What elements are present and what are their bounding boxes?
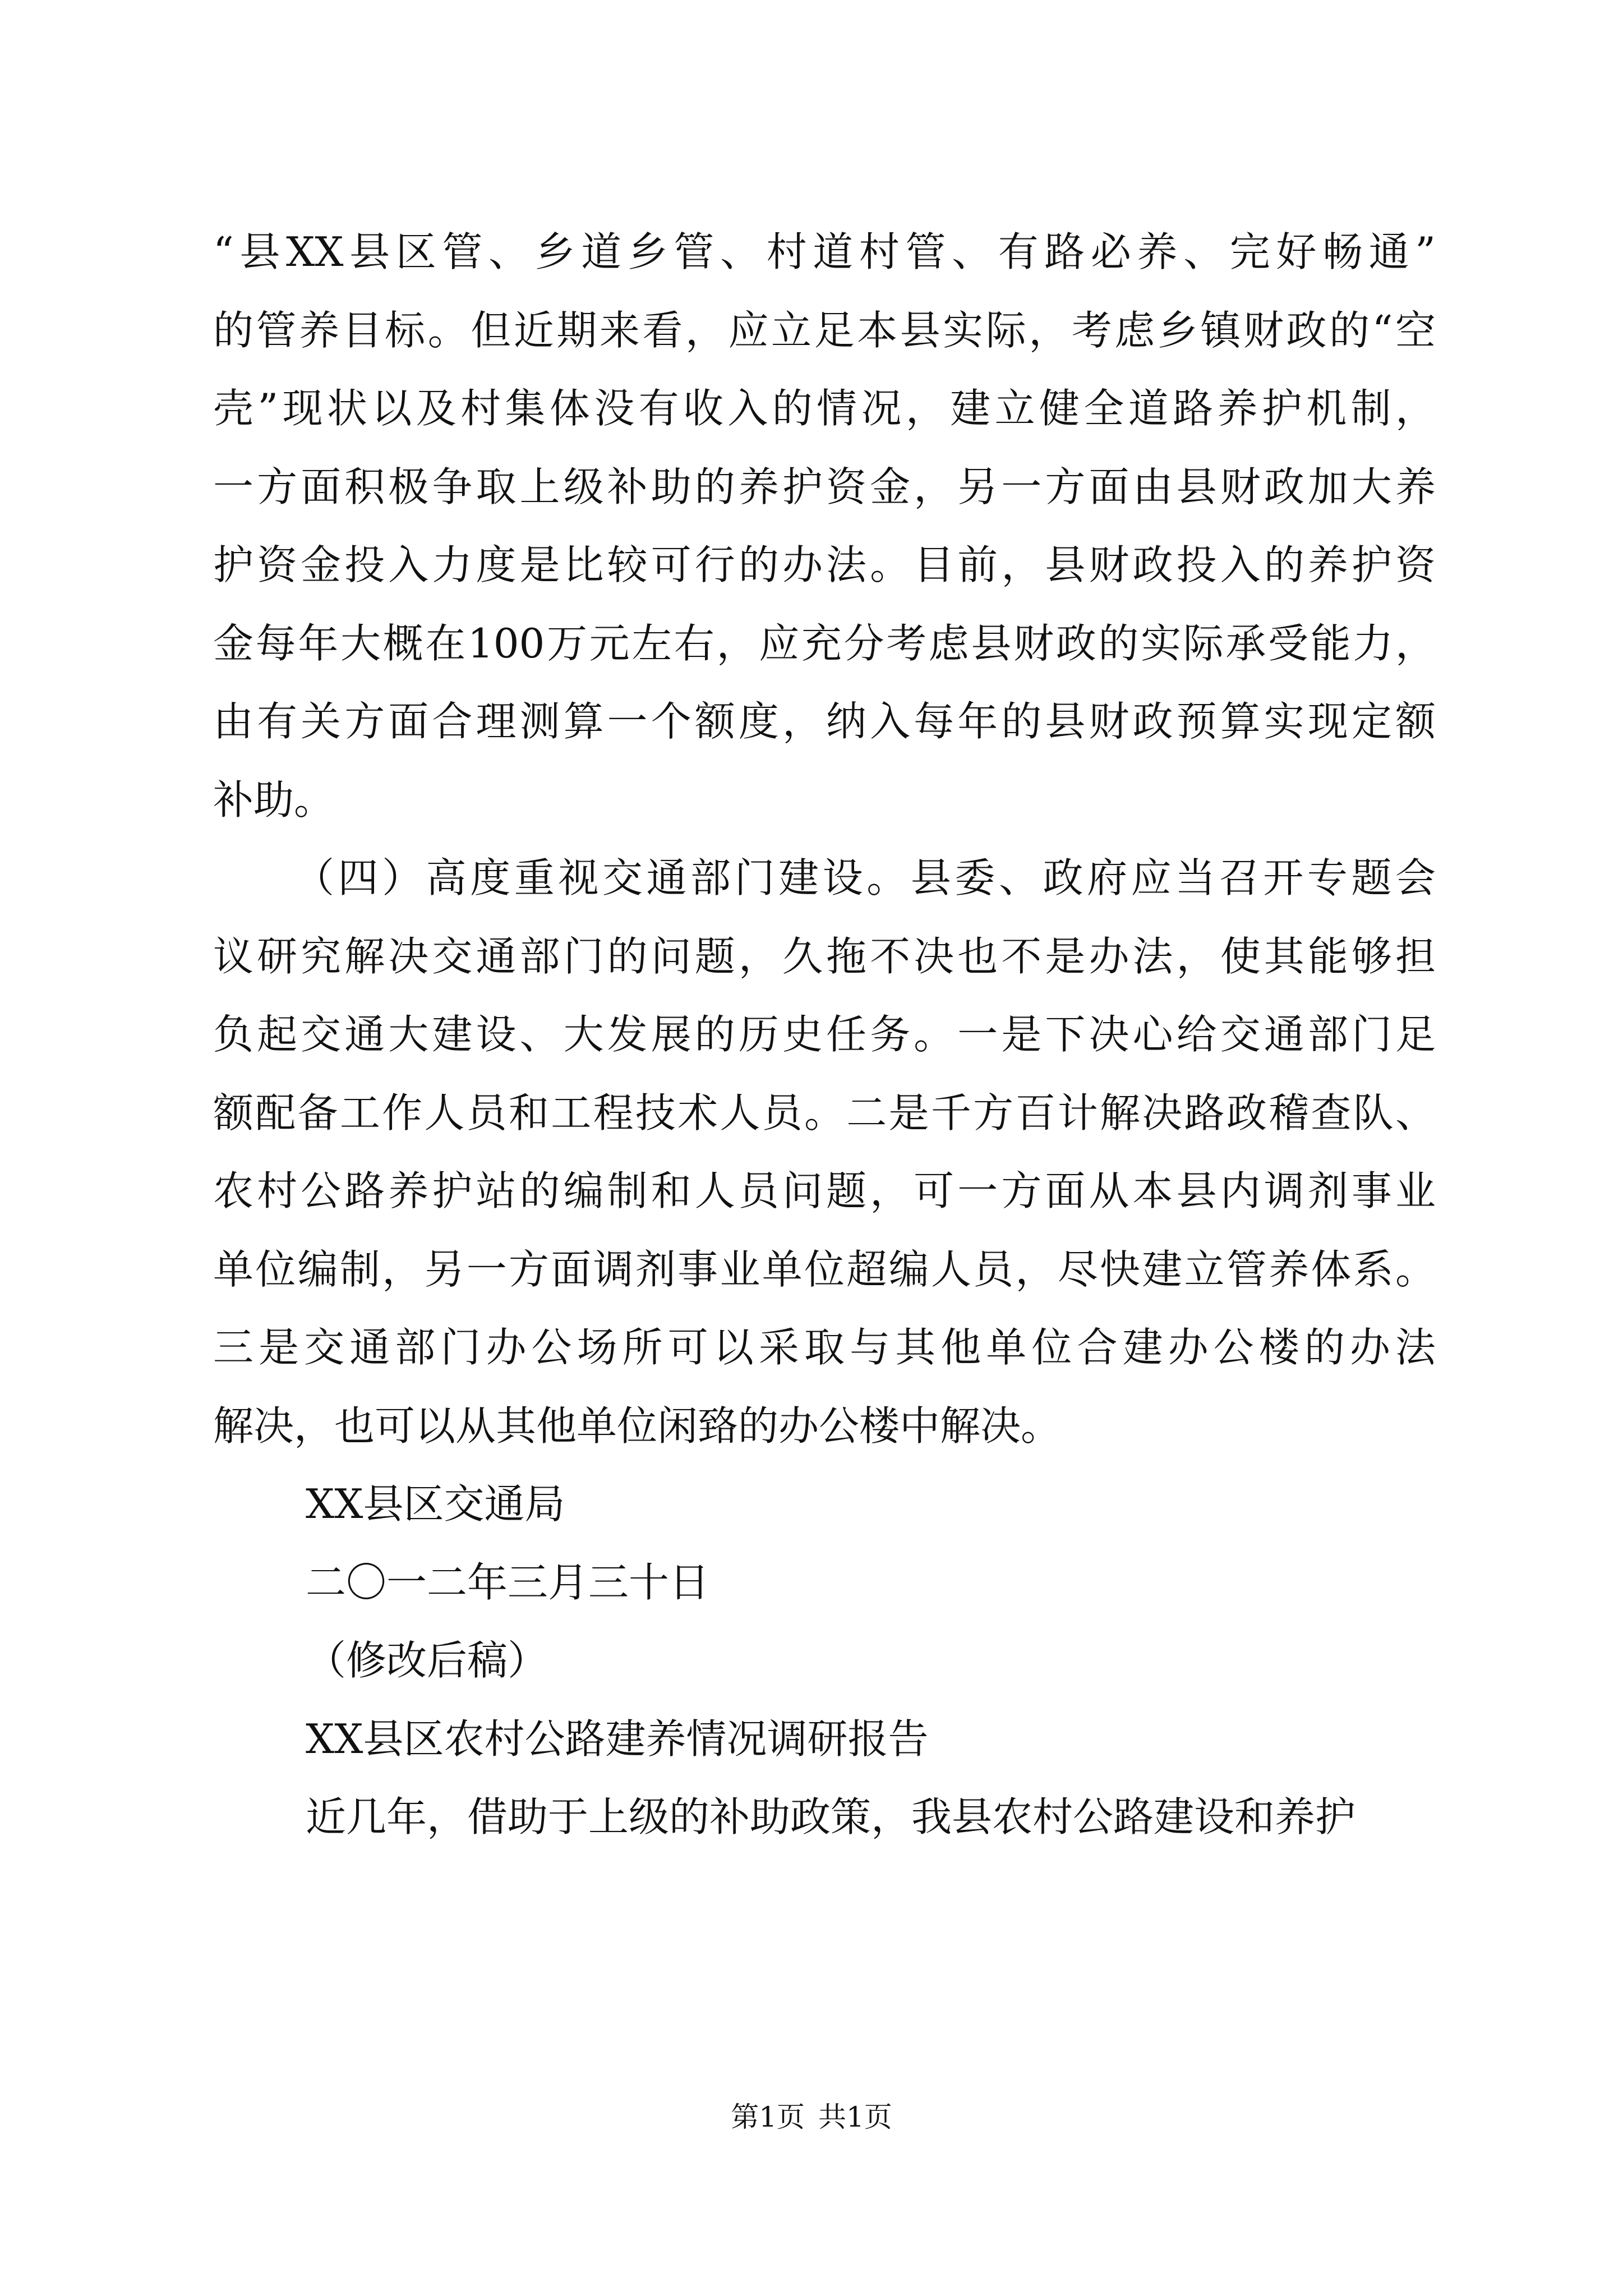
paragraph-line: 补助。 — [213, 776, 335, 823]
paragraph-line: （四）高度重视交通部门建设。县委、政府应当召开专题会 — [294, 854, 1436, 901]
paragraph-line: 金每年大概在100万元左右，应充分考虑县财政的实际承受能力， — [213, 619, 1436, 667]
paragraph-line: 议研究解决交通部门的问题，久拖不决也不是办法，使其能够担 — [213, 932, 1436, 980]
report-first-line: 近几年，借助于上级的补助政策，我县农村公路建设和养护 — [306, 1793, 1356, 1841]
paragraph-line: 护资金投入力度是比较可行的办法。目前，县财政投入的养护资 — [213, 541, 1436, 588]
paragraph-2 — [213, 839, 1436, 1465]
paragraph-line: 解决，也可以从其他单位闲臵的办公楼中解决。 — [213, 1402, 1062, 1450]
paragraph-line: 三是交通部门办公场所可以采取与其他单位合建办公楼的办法 — [213, 1324, 1436, 1371]
signature-date: 二〇一二年三月三十日 — [306, 1558, 710, 1606]
paragraph-line: 负起交通大建设、大发展的历史任务。一是下决心给交通部门足 — [213, 1011, 1436, 1058]
paragraph-line: 农村公路养护站的编制和人员问题，可一方面从本县内调剂事业 — [213, 1167, 1436, 1214]
paragraph-1 — [213, 213, 1436, 839]
signature-organization: XX县区交通局 — [306, 1480, 565, 1527]
paragraph-line: 由有关方面合理测算一个额度，纳入每年的县财政预算实现定额 — [213, 698, 1436, 745]
paragraph-line: “县XX县区管、乡道乡管、村道村管、有路必养、完好畅通” — [213, 228, 1436, 275]
report-title: XX县区农村公路建养情况调研报告 — [306, 1715, 929, 1763]
paragraph-line: 一方面积极争取上级补助的养护资金，另一方面由县财政加大养 — [213, 463, 1436, 510]
page-footer: 第1页 共1页 — [731, 2101, 892, 2133]
paragraph-line: 的管养目标。但近期来看，应立足本县实际，考虑乡镇财政的“空 — [213, 306, 1436, 354]
paragraph-line: 单位编制，另一方面调剂事业单位超编人员，尽快建立管养体系。 — [213, 1245, 1436, 1293]
paragraph-line: 额配备工作人员和工程技术人员。二是千方百计解决路政稽查队、 — [213, 1089, 1436, 1137]
document-body — [213, 213, 1436, 1857]
paragraph-line: 壳”现状以及村集体没有收入的情况，建立健全道路养护机制， — [213, 385, 1436, 432]
revision-note: （修改后稿） — [306, 1637, 548, 1684]
